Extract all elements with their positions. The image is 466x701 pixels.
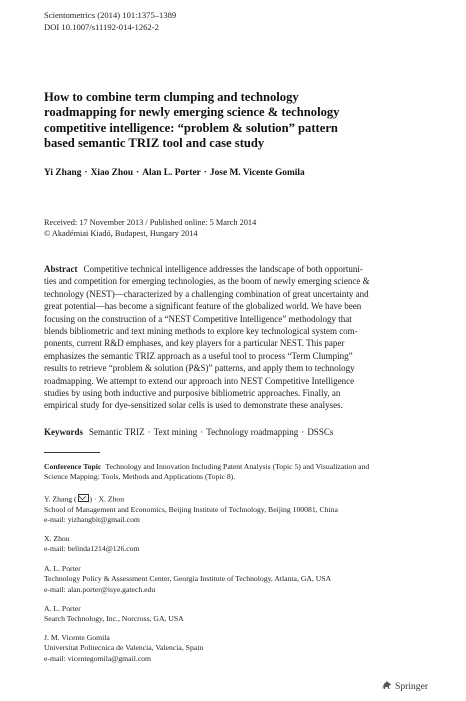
author-separator: · xyxy=(203,168,207,178)
abstract-line xyxy=(44,263,432,275)
abstract xyxy=(44,263,432,412)
title-line: competitive intelligence: “problem & solution” pattern xyxy=(44,120,338,135)
publisher-logo xyxy=(381,680,428,693)
publisher-name: Springer xyxy=(395,681,429,692)
author-list xyxy=(44,167,305,179)
abstract-line: great potential—has become a significant feature of the globalized world. We have been xyxy=(44,301,362,312)
affiliation-name: A. L. Porter xyxy=(44,564,81,573)
keyword-separator: · xyxy=(301,427,305,437)
title-line: roadmapping for newly emerging science & technology xyxy=(44,105,340,120)
conference-text: Technology and Innovation Including Patent Analysis (Topic 5) and Visualization and xyxy=(105,462,370,471)
abstract-line: roadmapping. We attempt to extend our approach into NEST Competitive Intelligence xyxy=(44,375,355,386)
keyword-separator: · xyxy=(147,427,151,437)
keyword-separator: · xyxy=(200,427,204,437)
journal-citation: Scientometrics (2014) 101:1375–1389 xyxy=(44,10,177,20)
affiliation-org: Search Technology, Inc., Norcross, GA, USA xyxy=(44,614,184,624)
abstract-line: focusing on the construction of a “NEST Competitive Intelligence” methodology that xyxy=(44,313,352,324)
abstract-line: ponents, current R&D emphases, and key players for a particular NEST. This paper xyxy=(44,338,345,349)
doi: DOI 10.1007/s11192-014-1262-2 xyxy=(44,22,159,32)
copyright-notice: © Akadémiai Kiadó, Budapest, Hungary 2014 xyxy=(44,229,198,238)
affiliation-email[interactable]: e-mail: vicentegomila@gmail.com xyxy=(44,653,151,663)
affiliation-porter-gatech xyxy=(44,564,436,595)
author-name: Jose M. Vicente Gomila xyxy=(209,168,305,178)
footnote-divider xyxy=(44,452,100,453)
abstract-line: technology (NEST)—characterized by a challenging combination of great uncertainty and xyxy=(44,288,369,299)
abstract-line: empirical study for dye-sensitized solar cells is used to demonstrate these analyses. xyxy=(44,400,343,411)
affiliation-email[interactable]: e-mail: yizhangbit@gmail.com xyxy=(44,515,140,525)
conference-topic xyxy=(44,462,436,483)
abstract-line: studies by using both inductive and purposive bibliometric approaches. Finally, an xyxy=(44,388,341,399)
envelope-icon xyxy=(78,494,89,502)
keywords xyxy=(44,426,333,438)
affiliation-name: ) · X. Zhou xyxy=(89,494,125,504)
affiliation-email[interactable]: e-mail: alan.porter@isye.gatech.edu xyxy=(44,584,156,594)
affiliation-names xyxy=(44,494,436,505)
affiliation-name: Y. Zhang ( xyxy=(44,494,77,504)
keyword: Technology roadmapping xyxy=(206,427,299,437)
keywords-label: Keywords xyxy=(44,427,83,437)
affiliation-org: School of Management and Economics, Beijing Institute of Technology, Beijing 100081, China xyxy=(44,504,338,514)
title-line: based semantic TRIZ tool and case study xyxy=(44,136,265,151)
affiliation-email[interactable]: e-mail: belinda1214@126.com xyxy=(44,544,140,554)
springer-horse-icon xyxy=(381,680,392,690)
affiliation-org: Technology Policy & Assessment Center, Georgia Institute of Technology, Atlanta, GA, USA xyxy=(44,574,332,584)
affiliation-gomila xyxy=(44,633,436,664)
conference-label: Conference Topic xyxy=(44,462,102,471)
conference-line: Science Mapping: Tools, Methods and Applications (Topic 8). xyxy=(44,472,236,482)
keyword: DSSCs xyxy=(307,427,334,437)
keyword: Semantic TRIZ xyxy=(89,427,145,437)
conference-line xyxy=(44,462,436,472)
abstract-label: Abstract xyxy=(44,264,78,274)
received-date: Received: 17 November 2013 / Published online: 5 March 2014 xyxy=(44,218,257,227)
article-title xyxy=(44,90,436,152)
affiliation-name: X. Zhou xyxy=(44,534,70,543)
author-name: Alan L. Porter xyxy=(142,168,201,178)
abstract-line: emphasizes the semantic TRIZ approach as a useful tool to process “Term Clumping” xyxy=(44,350,353,361)
affiliation-porter-search xyxy=(44,604,436,625)
author-name: Xiao Zhou xyxy=(90,168,134,178)
author-separator: · xyxy=(136,168,140,178)
author-separator: · xyxy=(84,168,88,178)
author-name: Yi Zhang xyxy=(44,168,82,178)
title-line: How to combine term clumping and technology xyxy=(44,90,299,104)
affiliation-zhang xyxy=(44,494,436,526)
affiliation-org: Universitat Politecnica de Valencia, Valencia, Spain xyxy=(44,643,204,653)
affiliation-name: A. L. Porter xyxy=(44,604,81,613)
affiliation-name: J. M. Vicente Gomila xyxy=(44,633,110,642)
keyword: Text mining xyxy=(153,427,198,437)
affiliation-zhou xyxy=(44,534,436,555)
abstract-text: Competitive technical intelligence addresses the landscape of both opportuni- xyxy=(83,264,363,274)
abstract-line: results to retrieve “problem & solution (P&S)” patterns, and apply them to technology xyxy=(44,363,355,374)
abstract-line: ties and competition for emerging technologies, as the boom of newly emerging science & xyxy=(44,276,370,287)
abstract-line: blends bibliometric and text mining methods to explore key technological system com- xyxy=(44,326,358,337)
